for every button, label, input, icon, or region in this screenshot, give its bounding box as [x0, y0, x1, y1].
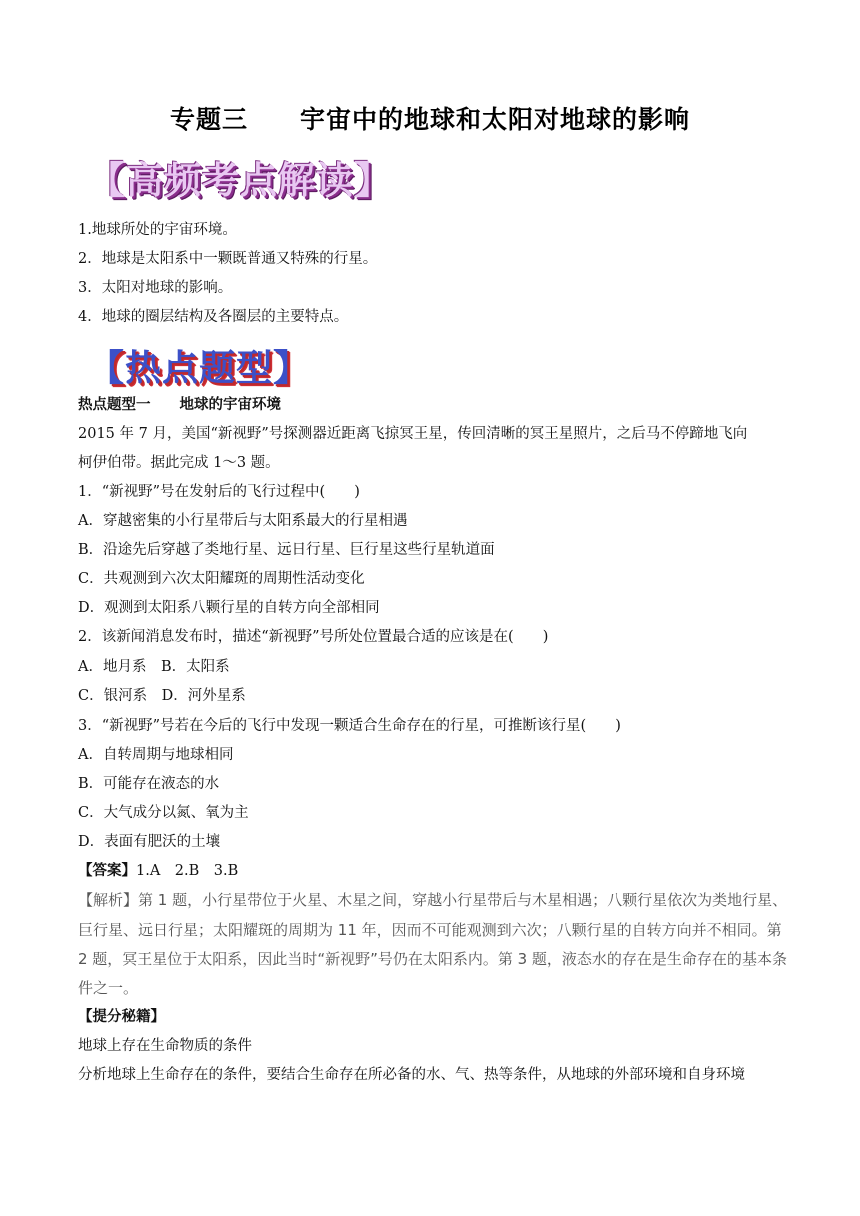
- answer-label: 【答案】: [78, 862, 136, 879]
- page-title: 专题三 宇宙中的地球和太阳对地球的影响: [169, 105, 690, 134]
- hot-type-heading: 热点题型一 地球的宇宙环境: [78, 396, 281, 413]
- q3-option-d: D．表面有肥沃的土壤: [78, 834, 221, 850]
- point-4: 4．地球的圈层结构及各圈层的主要特点。: [78, 309, 349, 325]
- q2-options-ab: A．地月系 B．太阳系: [78, 659, 230, 675]
- point-2: 2．地球是太阳系中一颗既普通又特殊的行星。: [78, 251, 378, 267]
- analysis-line-2: 巨行星、远日行星；太阳耀斑的周期为 11 年，因而不可能观测到六次；八颗行星的自转方向并不相同。第: [78, 921, 782, 939]
- analysis-line-3: 2 题，冥王星位于太阳系，因此当时“新视野”号仍在太阳系内。第 3 题，液态水的存在是生命存在的基本条: [78, 950, 787, 968]
- question-2: 2．该新闻消息发布时，描述“新视野”号所处位置最合适的应该是在( ): [78, 629, 549, 645]
- answer-text: 1.A 2.B 3.B: [136, 863, 239, 879]
- q1-option-d: D．观测到太阳系八颗行星的自转方向全部相同: [78, 600, 380, 616]
- q3-option-b: B．可能存在液态的水: [78, 776, 220, 792]
- point-1: 1.地球所处的宇宙环境。: [78, 222, 237, 238]
- tips-heading: 【提分秘籍】: [78, 1008, 165, 1025]
- q3-option-a: A．自转周期与地球相同: [78, 747, 234, 763]
- analysis-line-4: 件之一。: [78, 979, 139, 997]
- answer-line: [78, 861, 238, 881]
- q1-option-c: C．共观测到六次太阳耀斑的周期性活动变化: [78, 571, 365, 587]
- q3-option-c: C．大气成分以氮、氧为主: [78, 805, 249, 821]
- question-1: 1．“新视野”号在发射后的飞行过程中( ): [78, 484, 360, 500]
- q1-option-b: B．沿途先后穿越了类地行星、远日行星、巨行星这些行星轨道面: [78, 542, 495, 558]
- q1-option-a: A．穿越密集的小行星带后与太阳系最大的行星相遇: [78, 513, 408, 529]
- tips-body: 分析地球上生命存在的条件，要结合生命存在所必备的水、气、热等条件，从地球的外部环境和自身环境: [78, 1067, 745, 1083]
- intro-line-1: 2015 年 7 月，美国“新视野”号探测器近距离飞掠冥王星，传回清晰的冥王星照片，之后马不停蹄地飞向: [78, 426, 748, 442]
- point-3: 3．太阳对地球的影响。: [78, 280, 233, 296]
- analysis-line-1: 【解析】第 1 题，小行星带位于火星、木星之间，穿越小行星带后与木星相遇；八颗行星依次为类地行星、: [78, 891, 788, 909]
- question-3: 3．“新视野”号若在今后的飞行中发现一颗适合生命存在的行星，可推断该行星( ): [78, 718, 621, 734]
- banner-key-points: 【高频考点解读】: [88, 158, 392, 202]
- q2-options-cd: C．银河系 D．河外星系: [78, 688, 246, 704]
- intro-line-2: 柯伊伯带。据此完成 1～3 题。: [78, 455, 280, 471]
- tips-subheading: 地球上存在生命物质的条件: [78, 1038, 252, 1054]
- banner-hot-topics: 【热点题型】: [88, 347, 311, 389]
